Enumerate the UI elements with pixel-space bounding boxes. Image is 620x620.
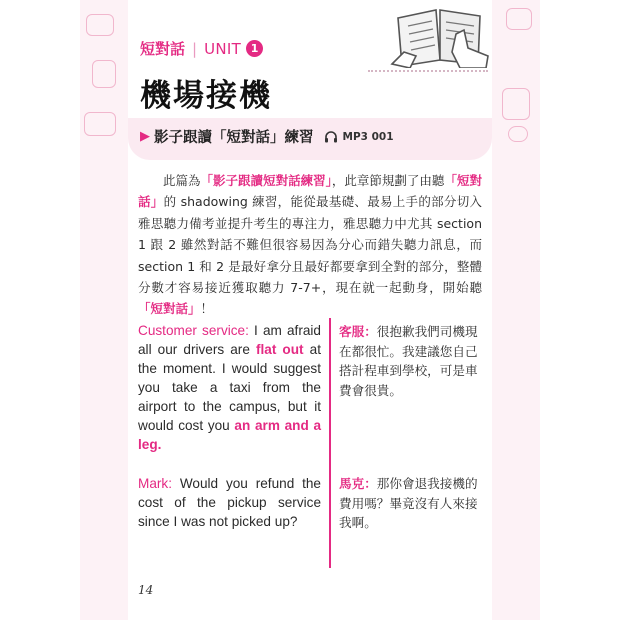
- right-margin-decoration: [492, 0, 540, 620]
- page-title: 機場接機: [140, 78, 272, 114]
- column-divider: [329, 318, 331, 568]
- document-doodle-icon: [502, 88, 530, 120]
- key-phrase: flat out: [255, 342, 304, 357]
- intro-highlight: 「短對話」: [138, 173, 482, 210]
- intro-paragraph: [138, 170, 482, 320]
- chat-bubble-doodle-icon: [506, 8, 532, 30]
- unit-line: [140, 38, 263, 59]
- page-number: 14: [138, 583, 154, 597]
- speaker-name: 馬克：: [339, 476, 377, 491]
- unit-header: [128, 0, 492, 160]
- intro-text: ，此章節規劃了由聽: [331, 173, 445, 188]
- chinese-line: [339, 474, 487, 533]
- translation-text: 那你會退我接機的費用嗎？畢竟沒有人來接我啊。: [339, 476, 478, 531]
- english-line: [138, 474, 321, 531]
- chinese-line: [339, 322, 487, 400]
- document-doodle-icon: [92, 60, 116, 88]
- envelope-doodle-icon: [84, 112, 116, 136]
- dialogue-text: Would you refund the cost of the pickup service since I was not picked up?: [138, 476, 321, 529]
- dialogue-text: I am afraid all our drivers are: [138, 323, 321, 357]
- chat-bubble-doodle-icon: [86, 14, 114, 36]
- key-phrase: an arm and a leg.: [138, 418, 321, 452]
- cloud-doodle-icon: [508, 126, 528, 142]
- dialogue-text: at the moment. I would suggest you take a taxi from the airport to the campus, but it would cost you: [138, 342, 321, 433]
- category-label: 短對話: [140, 40, 186, 58]
- subtitle-row: [140, 126, 394, 147]
- speaker-name: 客服：: [339, 324, 377, 339]
- subtitle: 影子跟讀「短對話」練習: [154, 129, 314, 146]
- speaker-name: Customer service:: [138, 323, 249, 338]
- intro-text: ！: [200, 301, 214, 317]
- unit-label: UNIT: [204, 39, 242, 58]
- speaker-name: Mark:: [138, 476, 172, 491]
- play-arrow-icon: ▶: [140, 129, 150, 144]
- intro-text: 此篇為: [163, 173, 201, 188]
- dotted-divider: [368, 70, 488, 72]
- intro-highlight: 「影子跟讀短對話練習」: [200, 173, 332, 188]
- unit-header-top: [128, 0, 492, 146]
- intro-text: 的 shadowing 練習，能從最基礎、最易上手的部分切入雅思聽力備考並提升考生的專注力，雅思聽力中尤其 section 1 跟 2 雖然對話不難但很容易因為分心而錯失聽力訊息，而 section 1 和 2 是最好拿分且最好都要拿到全對的部分，整體分數才容易接近獲取聽力 7-7+，現在就一起動身，開始聽: [138, 194, 482, 296]
- translation-text: 很抱歉我們司機現在都很忙。我建議您自己搭計程車到學校，可是車費會很貴。: [339, 324, 478, 398]
- headphones-icon[interactable]: [324, 130, 338, 143]
- left-margin-decoration: [80, 0, 128, 620]
- separator: |: [192, 39, 198, 58]
- hands-reading-book-icon: [390, 4, 490, 68]
- audio-track-label[interactable]: MP3 001: [342, 130, 394, 143]
- unit-number-badge: 1: [246, 40, 263, 57]
- english-line: [138, 321, 321, 454]
- intro-highlight: 「短對話」: [138, 301, 201, 317]
